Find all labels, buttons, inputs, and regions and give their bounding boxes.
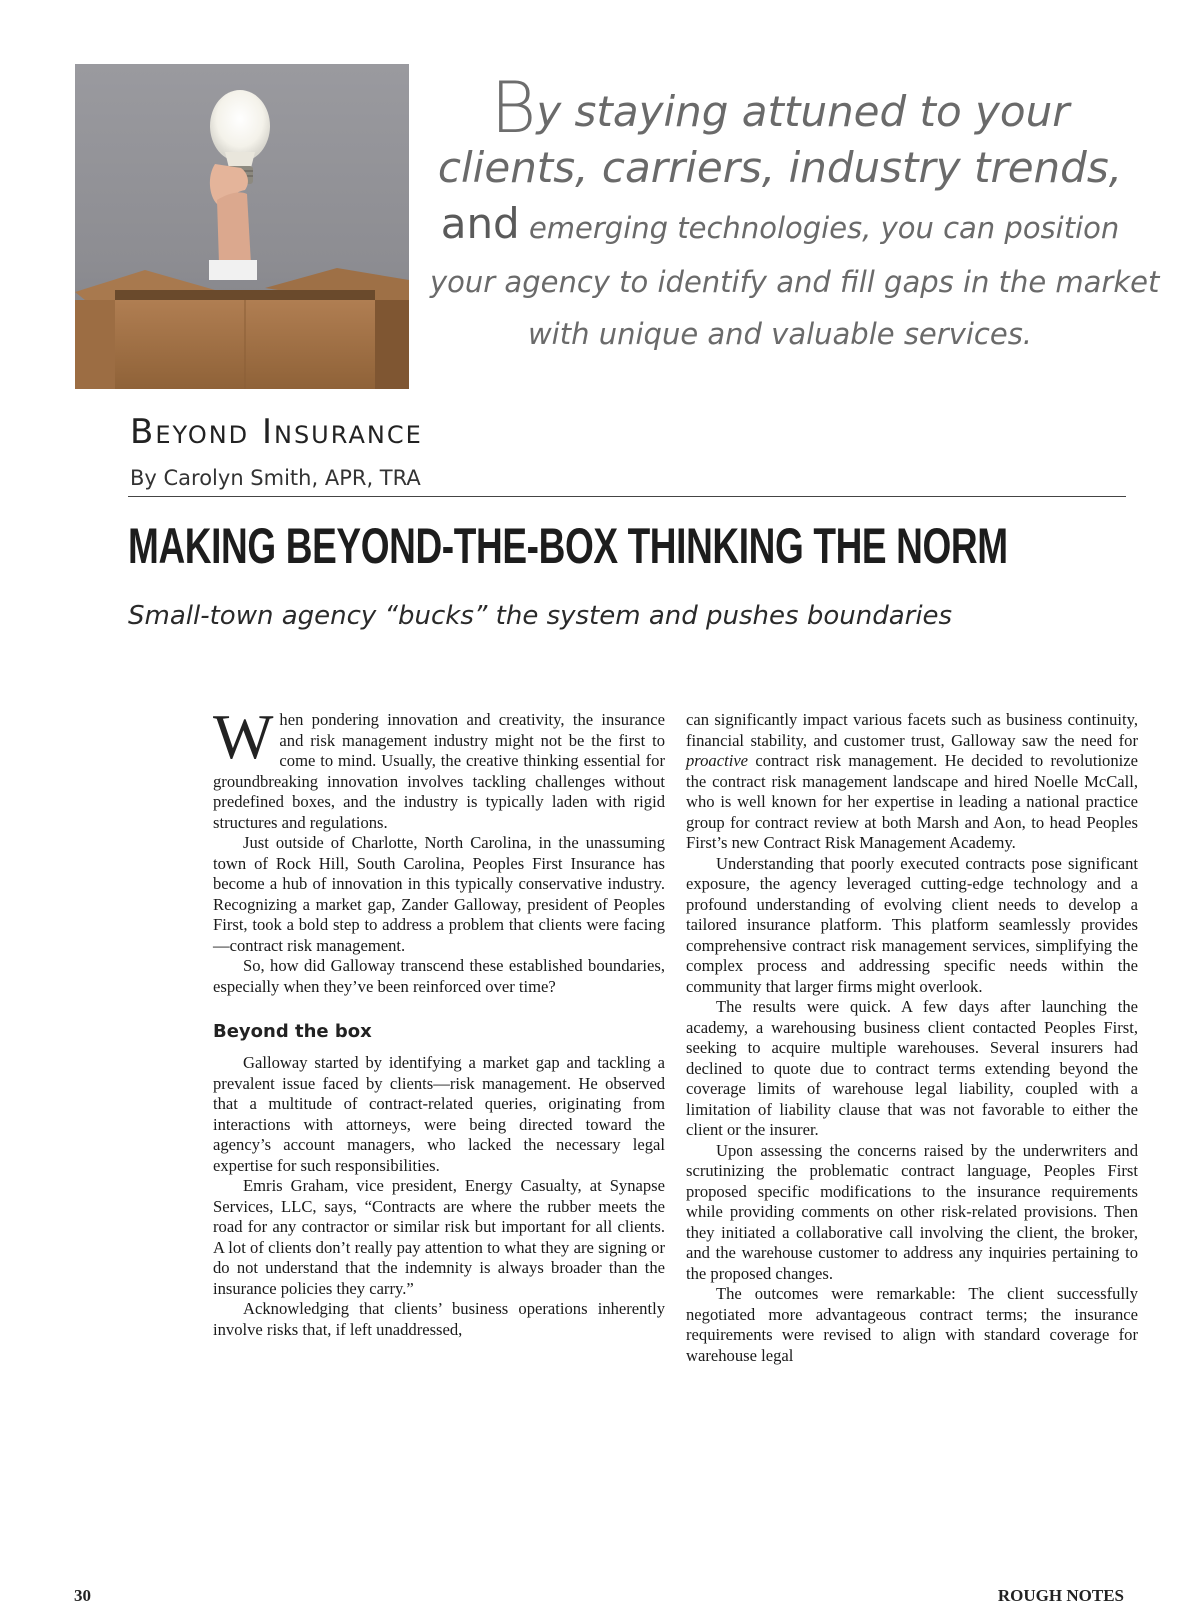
pull-quote-line: your agency to identify and fill gaps in the market [430, 265, 1160, 299]
paragraph: The results were quick. A few days after launching the academy, a warehousing business client contacted Peoples First, seeking to acquire multiple warehouses. Several insurers had declined to quote due to contract terms extending beyond the coverage limits of warehouse legal liability, coupled with a limitation of liability clause that was not favorable to either the client or the insurer. [686, 997, 1138, 1139]
publication-name: ROUGH NOTES [997, 1586, 1124, 1605]
lightbulb-box-photo [75, 64, 409, 389]
paragraph: Acknowledging that clients’ business operations inherently involve risks that, if left unaddressed, [213, 1299, 665, 1339]
paragraph: Upon assessing the concerns raised by the underwriters and scrutinizing the problematic contract language, Peoples First proposed specific modifications to the insurance requirements while providing comments on other risk-related provisions. Then they initiated a collaborative call involving the client, the broker, and the warehouse customer to address any inquiries pertaining to the proposed changes. [686, 1140, 1138, 1283]
pull-quote [430, 67, 1160, 360]
subhead: Beyond the box [213, 1021, 372, 1042]
cardboard-box [75, 268, 409, 389]
section-title: Beyond Insurance [130, 412, 423, 452]
paragraph: Emris Graham, vice president, Energy Casualty, at Synapse Services, LLC, says, “Contracts are where the rubber meets the road for any contractor or similar risk but important for all clients. A lot of clients don’t really pay attention to what they are signing or do not understand that the indemnity is always broader than the insurance policies they carry.” [213, 1176, 665, 1298]
paragraph: Understanding that poorly executed contracts pose significant exposure, the agency leveraged cutting-edge technology and a profound understanding of evolving client needs to develop a tailored insurance platform. This platform seamlessly provides comprehensive contract risk management services, simplifying the complex process and addressing specific needs within the community that larger firms might overlook. [686, 853, 1138, 996]
paragraph: The outcomes were remarkable: The client successfully negotiated more advantageous contract terms; the insurance requirements were revised to align with standard coverage for warehouse legal [686, 1284, 1138, 1365]
paragraph: Galloway started by identifying a market gap and tackling a prevalent issue faced by clients—risk management. He observed that a multitude of contract-related queries, originating from interactions with attorneys, were being directed toward the agency’s account managers, who lacked the necessary legal expertise for such responsibilities. [213, 1053, 665, 1175]
paragraph: So, how did Galloway transcend these established boundaries, especially when they’ve been reinforced over time? [213, 956, 665, 996]
pull-quote-line: clients, carriers, industry trends, [437, 143, 1123, 192]
lightbulb-in-box-illustration [75, 64, 409, 389]
paragraph [213, 701, 665, 833]
pull-quote-line [430, 67, 1130, 149]
headline: MAKING BEYOND-THE-BOX THINKING THE NORM [128, 518, 1008, 574]
pull-quote-and: and [440, 199, 520, 248]
deck: Small-town agency “bucks” the system and pushes boundaries [128, 601, 953, 631]
pull-quote-line [430, 196, 1130, 256]
pull-quote-line: with unique and valuable services. [527, 317, 1033, 351]
byline: By Carolyn Smith, APR, TRA [130, 466, 421, 490]
drop-cap: W [213, 701, 274, 772]
paragraph [686, 710, 1138, 854]
pull-quote-drop-letter: B [490, 67, 537, 149]
pull-quote-text: emerging technologies, you can position [519, 211, 1120, 245]
page-number: 30 [74, 1586, 91, 1605]
emphasis: proactive [686, 751, 749, 770]
paragraph-text: hen pondering innovation and creativity, the insurance and risk management industry might not be the first to come to mind. Usually, the creative thinking essential for groundbreaking innovation involves tackling challenges without predefined boxes, and the industry is typically laden with rigid structures and regulations. [213, 710, 665, 832]
paragraph: Just outside of Charlotte, North Carolina, in the unassuming town of Rock Hill, South Carolina, Peoples First Insurance has become a hub of innovation in this typically conservative industry. Recognizing a market gap, Zander Galloway, president of Peoples First, took a bold step to address a problem that clients were facing—contract risk management. [213, 833, 665, 955]
article-column-left [213, 701, 665, 1340]
article-column-right [686, 710, 1138, 1366]
pull-quote-text: y staying attuned to your [536, 87, 1070, 136]
paragraph-text: can significantly impact various facets such as business continuity, financial stability, and customer trust, Galloway saw the need for [686, 710, 1138, 750]
divider-rule [128, 496, 1126, 497]
paragraph-text: contract risk management. He decided to revolutionize the contract risk management landscape and hired Noelle McCall, who is well known for her expertise in leading a national practice group for contract review at both Marsh and Aon, to head Peoples First’s new Contract Risk Management Academy. [686, 751, 1138, 852]
